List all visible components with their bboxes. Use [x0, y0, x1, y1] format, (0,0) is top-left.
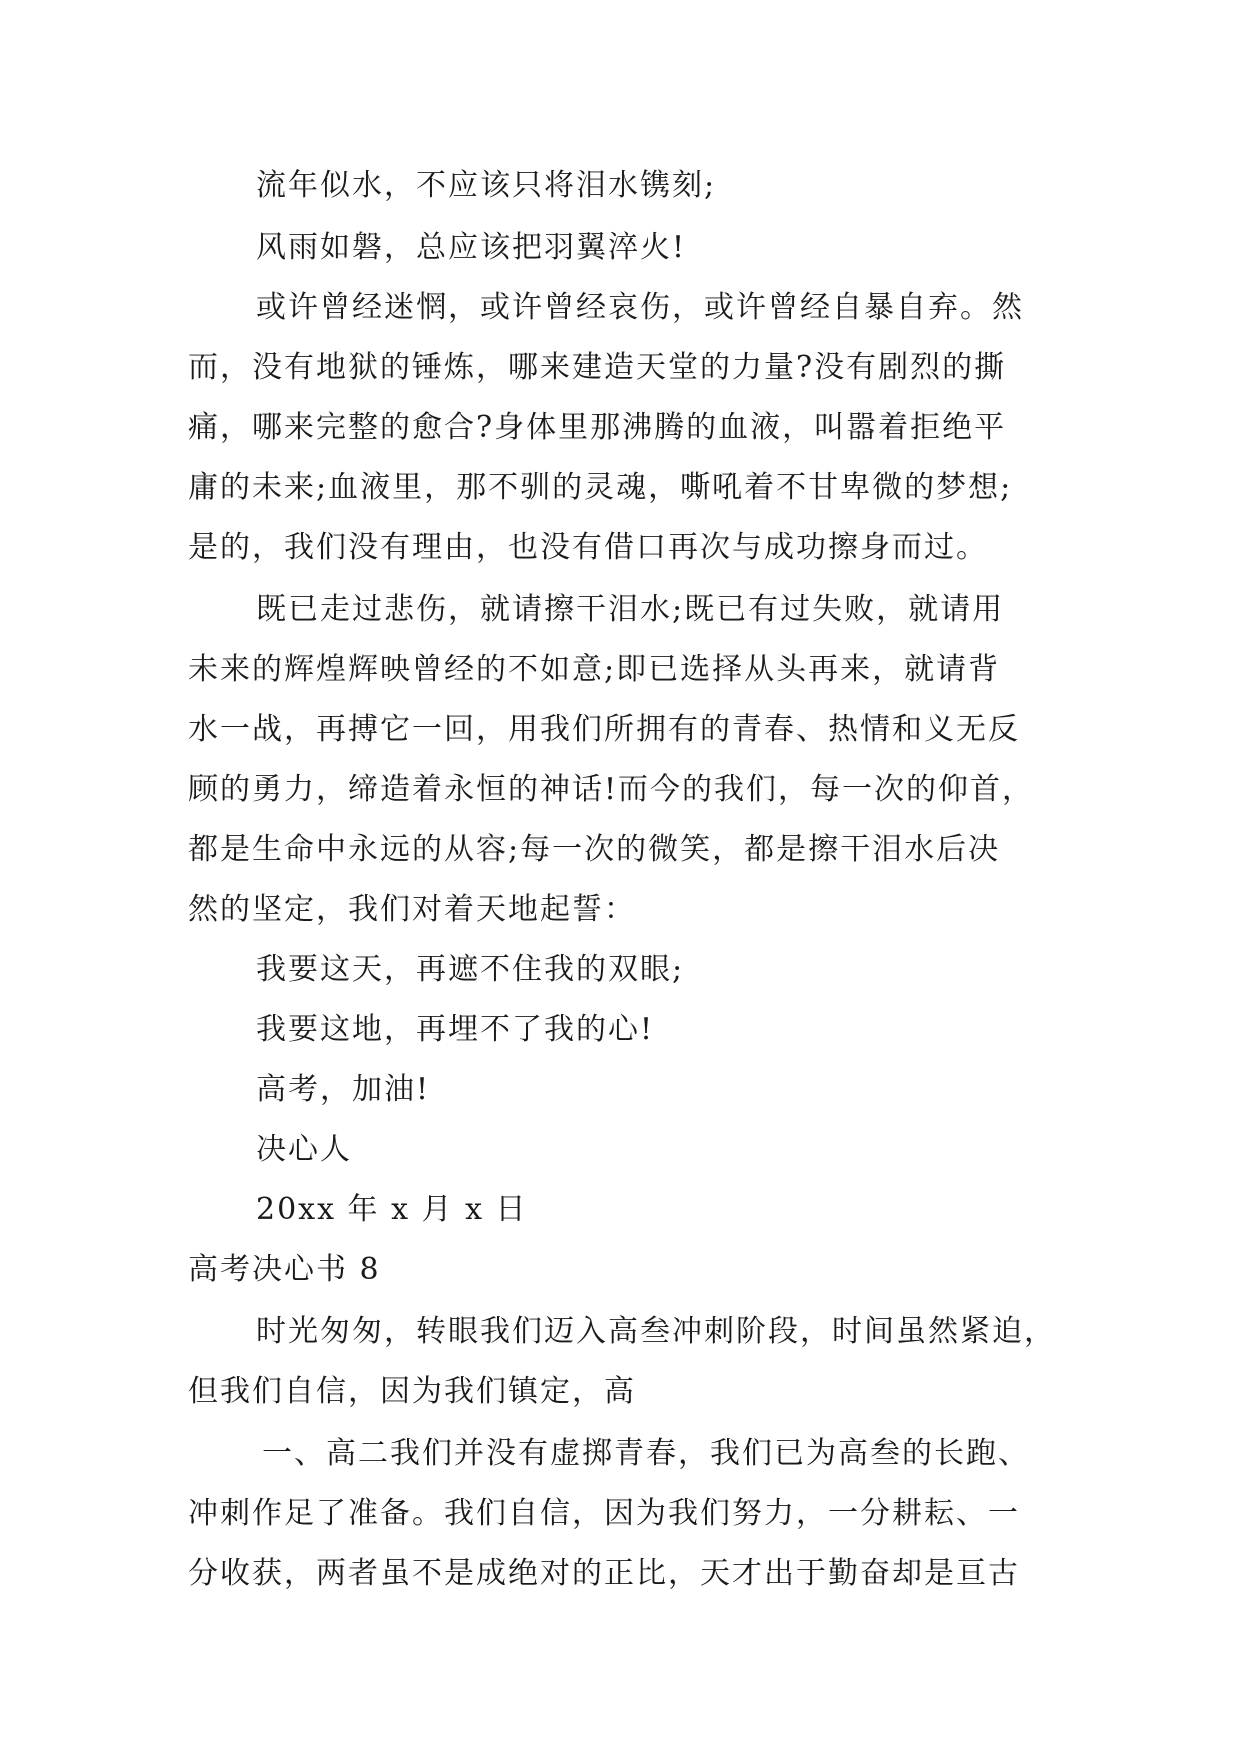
date-line: 20xx 年 x 月 x 日: [256, 1192, 528, 1227]
text-line: 未来的辉煌辉映曾经的不如意;即已选择从头再来，就请背: [188, 652, 1001, 687]
text-line: 而，没有地狱的锤炼，哪来建造天堂的力量?没有剧烈的撕: [188, 350, 1007, 385]
text-line: 既已走过悲伤，就请擦干泪水;既已有过失败，就请用: [256, 592, 1005, 627]
text-line: 风雨如磐，总应该把羽翼淬火!: [256, 230, 687, 265]
text-line: 高考，加油!: [256, 1072, 431, 1107]
text-line: 决心人: [256, 1132, 352, 1167]
text-line: 冲刺作足了准备。我们自信，因为我们努力，一分耕耘、一: [188, 1496, 1020, 1531]
text-line: 我要这地，再埋不了我的心!: [256, 1012, 655, 1047]
text-line: 水一战，再搏它一回，用我们所拥有的青春、热情和义无反: [188, 712, 1020, 747]
text-line: 顾的勇力，缔造着永恒的神话!而今的我们，每一次的仰首，: [188, 772, 1035, 807]
text-line: 我要这天，再遮不住我的双眼;: [256, 952, 685, 987]
section-heading: 高考决心书 8: [188, 1252, 381, 1287]
text-line: 是的，我们没有理由，也没有借口再次与成功擦身而过。: [188, 530, 988, 565]
text-line: 时光匆匆，转眼我们迈入高叁冲刺阶段，时间虽然紧迫，: [256, 1314, 1056, 1349]
text-line: 或许曾经迷惘，或许曾经哀伤，或许曾经自暴自弃。然: [256, 290, 1024, 325]
text-line: 痛，哪来完整的愈合?身体里那沸腾的血液，叫嚣着拒绝平: [188, 410, 1007, 445]
text-line: 分收获，两者虽不是成绝对的正比，天才出于勤奋却是亘古: [188, 1556, 1020, 1591]
text-line: 但我们自信，因为我们镇定，高: [188, 1374, 636, 1409]
text-line: 流年似水，不应该只将泪水镌刻;: [256, 168, 717, 203]
text-line: 一、高二我们并没有虚掷青春，我们已为高叁的长跑、: [262, 1436, 1030, 1471]
text-line: 然的坚定，我们对着天地起誓：: [188, 892, 636, 927]
text-line: 都是生命中永远的从容;每一次的微笑，都是擦干泪水后决: [188, 832, 1001, 867]
text-line: 庸的未来;血液里，那不驯的灵魂，嘶吼着不甘卑微的梦想;: [188, 470, 1013, 505]
